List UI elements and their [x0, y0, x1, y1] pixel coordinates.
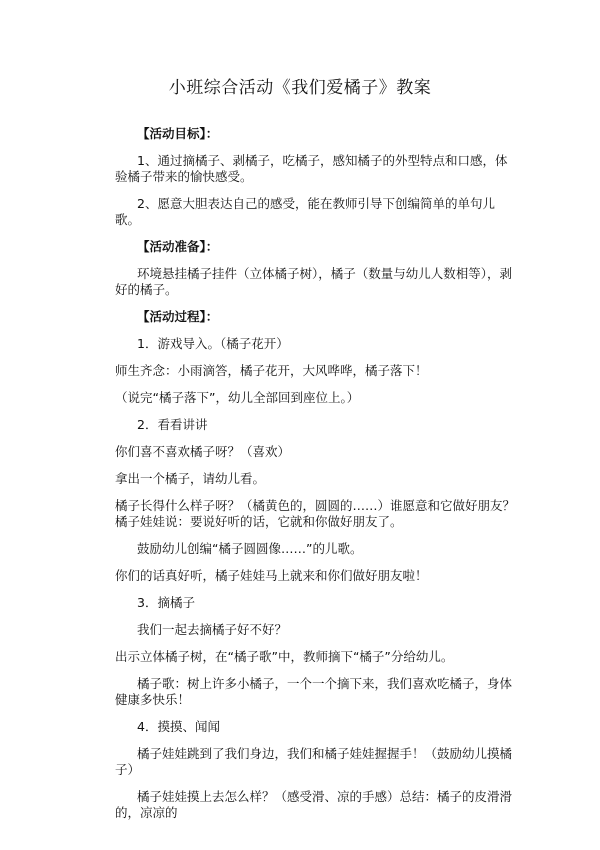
- paragraph: 师生齐念：小雨滴答，橘子花开，大风哗哗，橘子落下！: [115, 363, 428, 378]
- document-body: [115, 121, 515, 827]
- paragraph: 1、通过摘橘子、剥橘子，吃橘子，感知橘子的外型特点和口感，体验橘子带来的愉快感受。: [115, 153, 508, 184]
- paragraph: 3．摘橘子: [137, 595, 195, 610]
- paragraph: 环境悬挂橘子挂件（立体橘子树），橘子（数量与幼儿人数相等），剥好的橘子。: [115, 266, 513, 297]
- section-heading-preparation: 【活动准备】：: [137, 239, 219, 254]
- document-title: 小班综合活动《我们爱橘子》教案: [168, 78, 432, 98]
- paragraph: 1．游戏导入。（橘子花开）: [137, 336, 289, 351]
- paragraph: 橘子娃娃跳到了我们身边，我们和橘子娃娃握握手！（鼓励幼儿摸橘子）: [115, 746, 513, 777]
- paragraph: （说完“橘子落下”，幼儿全部回到座位上。）: [115, 390, 360, 405]
- paragraph: 出示立体橘子树，在“橘子歌”中，教师摘下“橘子”分给幼儿。: [115, 649, 454, 664]
- paragraph: 拿出一个橘子，请幼儿看。: [115, 471, 266, 486]
- paragraph: 鼓励幼儿创编“橘子圆圆像……”的儿歌。: [137, 541, 363, 556]
- paragraph: 你们的话真好听，橘子娃娃马上就来和你们做好朋友啦！: [115, 568, 428, 583]
- section-heading-goals: 【活动目标】：: [137, 126, 219, 141]
- paragraph: 你们喜不喜欢橘子呀？（喜欢）: [115, 444, 291, 459]
- paragraph: 4．摸摸、闻闻: [137, 719, 220, 734]
- section-heading-process: 【活动过程】：: [137, 309, 219, 324]
- paragraph: 橘子歌：树上许多小橘子，一个一个摘下来，我们喜欢吃橘子，身体健康多快乐！: [115, 676, 513, 707]
- paragraph: 橘子娃娃摸上去怎么样？（感受滑、凉的手感）总结：橘子的皮滑滑的，凉凉的: [115, 789, 513, 820]
- paragraph: 2．看看讲讲: [137, 417, 208, 432]
- paragraph: 橘子长得什么样子呀？（橘黄色的，圆圆的……）谁愿意和它做好朋友？橘子娃娃说：要说好听的话，它就和你做好朋友了。: [115, 498, 516, 529]
- paragraph: 2、愿意大胆表达自己的感受，能在教师引导下创编简单的单句儿歌。: [115, 196, 495, 227]
- paragraph: 我们一起去摘橘子好不好？: [137, 622, 288, 637]
